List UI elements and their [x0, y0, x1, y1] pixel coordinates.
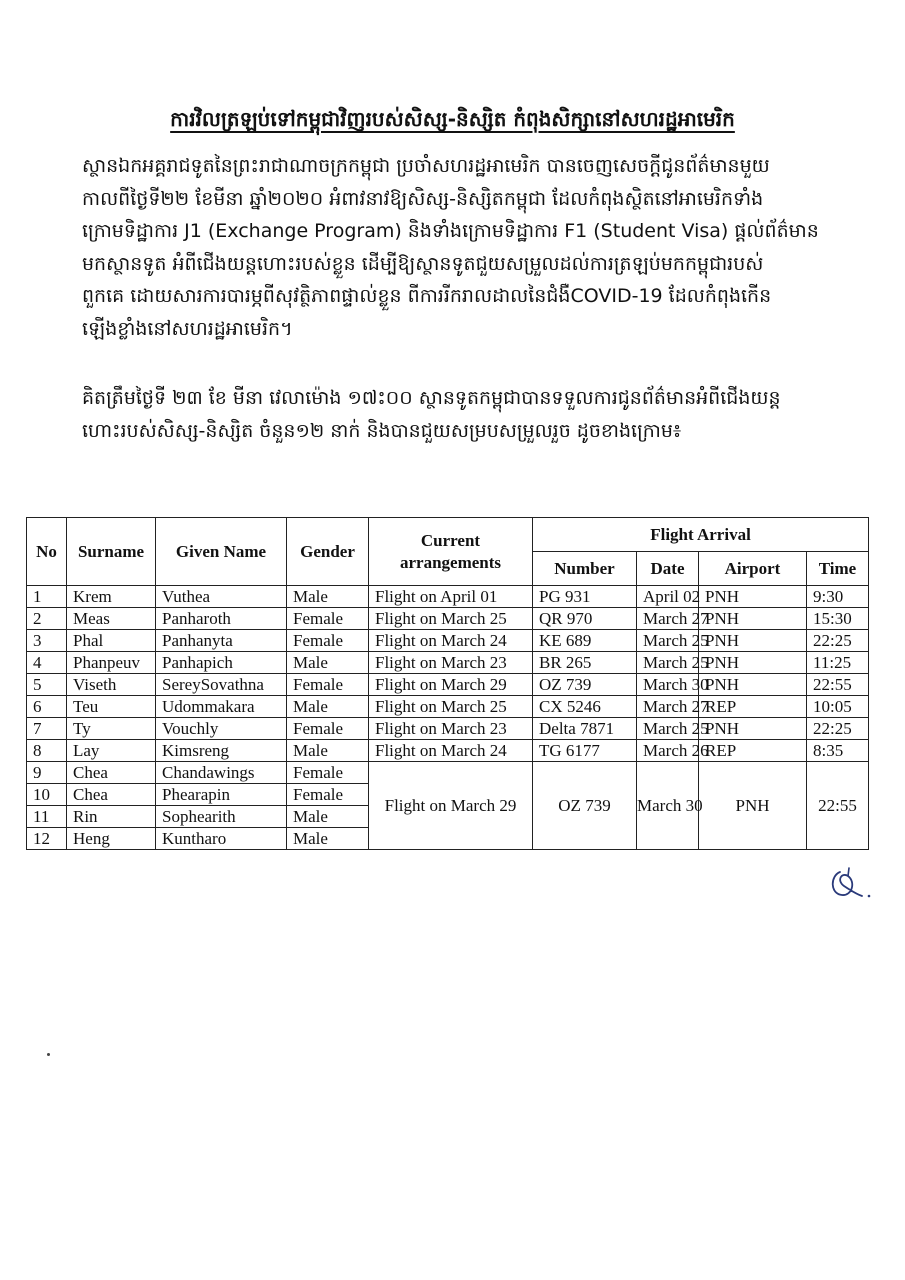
cell-given-name: Panharoth: [156, 608, 287, 630]
table-row: [27, 718, 869, 740]
cell-gender: Male: [287, 696, 369, 718]
cell-number: TG 6177: [533, 740, 637, 762]
cell-given-name: Vuthea: [156, 586, 287, 608]
cell-current-merged: Flight on March 29: [369, 762, 533, 850]
document-title: ការវិលត្រឡប់ទៅកម្ពុជាវិញរបស់សិស្ស-និស្សិត កំពុងសិក្សានៅសហរដ្ឋអាមេរិក: [170, 107, 735, 131]
cell-surname: Meas: [67, 608, 156, 630]
cell-given-name: Panhanyta: [156, 630, 287, 652]
cell-airport: REP: [699, 740, 807, 762]
cell-current: Flight on March 25: [369, 696, 533, 718]
header-gender: Gender: [287, 518, 369, 586]
cell-time: 8:35: [807, 740, 869, 762]
cell-gender: Male: [287, 806, 369, 828]
cell-time: 15:30: [807, 608, 869, 630]
cell-surname: Ty: [67, 718, 156, 740]
cell-time: 22:25: [807, 630, 869, 652]
cell-date: March 25: [637, 652, 699, 674]
cell-number: PG 931: [533, 586, 637, 608]
paragraph-line: មកស្ថានទូត អំពីជើងយន្តហោះរបស់ខ្លួន ដើម្បីឱ្យស្ថានទូតជួយសម្រួលដល់ការត្រឡប់មកកម្ពុជារបស់: [82, 252, 764, 275]
cell-no: 7: [27, 718, 67, 740]
speck-mark: [47, 1053, 50, 1056]
cell-airport: PNH: [699, 674, 807, 696]
cell-gender: Female: [287, 718, 369, 740]
cell-no: 9: [27, 762, 67, 784]
cell-no: 4: [27, 652, 67, 674]
header-number: Number: [533, 552, 637, 586]
cell-surname: Chea: [67, 784, 156, 806]
header-given-name: Given Name: [156, 518, 287, 586]
cell-date: March 26: [637, 740, 699, 762]
cell-gender: Female: [287, 674, 369, 696]
table-row: [27, 630, 869, 652]
header-no: No: [27, 518, 67, 586]
cell-date: March 25: [637, 718, 699, 740]
header-time: Time: [807, 552, 869, 586]
cell-number: OZ 739: [533, 674, 637, 696]
cell-current: Flight on March 24: [369, 630, 533, 652]
cell-airport: PNH: [699, 630, 807, 652]
cell-date: March 30: [637, 674, 699, 696]
cell-gender: Male: [287, 586, 369, 608]
cell-airport: PNH: [699, 718, 807, 740]
cell-time: 22:55: [807, 674, 869, 696]
cell-surname: Lay: [67, 740, 156, 762]
cell-surname: Phal: [67, 630, 156, 652]
cell-number: Delta 7871: [533, 718, 637, 740]
cell-date: March 25: [637, 630, 699, 652]
table-row: [27, 696, 869, 718]
cell-number-merged: OZ 739: [533, 762, 637, 850]
cell-gender: Male: [287, 828, 369, 850]
paragraph-line: ឡើងខ្លាំងនៅសហរដ្ឋអាមេរិក។: [82, 317, 293, 340]
cell-surname: Viseth: [67, 674, 156, 696]
cell-date: March 27: [637, 608, 699, 630]
cell-number: BR 265: [533, 652, 637, 674]
table-row: [27, 762, 869, 784]
cell-airport-merged: PNH: [699, 762, 807, 850]
cell-time: 11:25: [807, 652, 869, 674]
cell-given-name: Chandawings: [156, 762, 287, 784]
cell-current: Flight on March 29: [369, 674, 533, 696]
cell-number: CX 5246: [533, 696, 637, 718]
header-surname: Surname: [67, 518, 156, 586]
cell-given-name: Vouchly: [156, 718, 287, 740]
paragraph-line: កាលពីថ្ងៃទី២២ ខែមីនា ឆ្នាំ២០២០ អំពាវនាវឱ្យសិស្ស-និស្សិតកម្ពុជា ដែលកំពុងស្ថិតនៅអាមេរិកទាំង: [82, 187, 764, 210]
cell-gender: Female: [287, 608, 369, 630]
cell-gender: Male: [287, 740, 369, 762]
cell-given-name: Sophearith: [156, 806, 287, 828]
cell-time: 10:05: [807, 696, 869, 718]
cell-no: 8: [27, 740, 67, 762]
cell-surname: Krem: [67, 586, 156, 608]
cell-no: 11: [27, 806, 67, 828]
cell-current: Flight on March 23: [369, 718, 533, 740]
cell-given-name: Kuntharo: [156, 828, 287, 850]
header-flight-arrival: Flight Arrival: [533, 518, 869, 552]
cell-no: 1: [27, 586, 67, 608]
paragraph-line: ក្រោមទិដ្ឋាការ J1 (Exchange Program) និងទាំងក្រោមទិដ្ឋាការ F1 (Student Visa) ផ្តល់ព័ត៌មាន: [82, 220, 819, 243]
cell-surname: Phanpeuv: [67, 652, 156, 674]
cell-time: 9:30: [807, 586, 869, 608]
cell-airport: REP: [699, 696, 807, 718]
header-current-arrangements: Current arrangements: [369, 518, 533, 586]
cell-surname: Rin: [67, 806, 156, 828]
cell-no: 10: [27, 784, 67, 806]
header-airport: Airport: [699, 552, 807, 586]
cell-gender: Female: [287, 784, 369, 806]
cell-time: 22:25: [807, 718, 869, 740]
cell-given-name: Udommakara: [156, 696, 287, 718]
header-date: Date: [637, 552, 699, 586]
cell-no: 5: [27, 674, 67, 696]
table-row: [27, 740, 869, 762]
status-paragraph: [82, 382, 808, 447]
table-row: [27, 652, 869, 674]
table-row: [27, 586, 869, 608]
cell-current: Flight on April 01: [369, 586, 533, 608]
paragraph-line: ស្ថានឯកអគ្គរាជទូតនៃព្រះរាជាណាចក្រកម្ពុជា ប្រចាំសហរដ្ឋអាមេរិក បានចេញសេចក្តីជូនព័ត៌មានមួយ: [82, 155, 770, 177]
cell-date: March 27: [637, 696, 699, 718]
cell-date: April 02: [637, 586, 699, 608]
flight-table: [26, 517, 869, 850]
cell-time-merged: 22:55: [807, 762, 869, 850]
signature-initial: [826, 864, 876, 904]
cell-gender: Female: [287, 762, 369, 784]
paragraph-line: គិតត្រឹមថ្ងៃទី ២៣ ខែ មីនា វេលាម៉ោង ១៧ះ០០ ស្ថានទូតកម្ពុជាបានទទួលការជូនព័ត៌មានអំពីជើងយន្ត: [82, 387, 781, 409]
cell-airport: PNH: [699, 652, 807, 674]
cell-date-merged: March 30: [637, 762, 699, 850]
paragraph-line: ហោះរបស់សិស្ស-និស្សិត ចំនួន១២ នាក់ និងបានជួយសម្របសម្រួលរួច ដូចខាងក្រោម៖: [82, 419, 682, 442]
table-row: [27, 608, 869, 630]
cell-no: 3: [27, 630, 67, 652]
cell-surname: Chea: [67, 762, 156, 784]
cell-no: 2: [27, 608, 67, 630]
cell-number: QR 970: [533, 608, 637, 630]
cell-gender: Female: [287, 630, 369, 652]
intro-paragraph: [82, 150, 819, 346]
cell-surname: Heng: [67, 828, 156, 850]
cell-gender: Male: [287, 652, 369, 674]
cell-no: 6: [27, 696, 67, 718]
cell-no: 12: [27, 828, 67, 850]
cell-airport: PNH: [699, 586, 807, 608]
cell-given-name: Panhapich: [156, 652, 287, 674]
cell-given-name: Phearapin: [156, 784, 287, 806]
cell-current: Flight on March 24: [369, 740, 533, 762]
table-row: [27, 674, 869, 696]
cell-given-name: SereySovathna: [156, 674, 287, 696]
table-body: [27, 586, 869, 850]
cell-surname: Teu: [67, 696, 156, 718]
cell-current: Flight on March 25: [369, 608, 533, 630]
cell-number: KE 689: [533, 630, 637, 652]
cell-current: Flight on March 23: [369, 652, 533, 674]
paragraph-line: ពួកគេ ដោយសារការបារម្ភពីសុវត្ថិភាពផ្ទាល់ខ្លួន ពីការរីករាលដាលនៃជំងឺCOVID-19 ដែលកំពុងកើន: [82, 285, 772, 308]
cell-airport: PNH: [699, 608, 807, 630]
cell-given-name: Kimsreng: [156, 740, 287, 762]
